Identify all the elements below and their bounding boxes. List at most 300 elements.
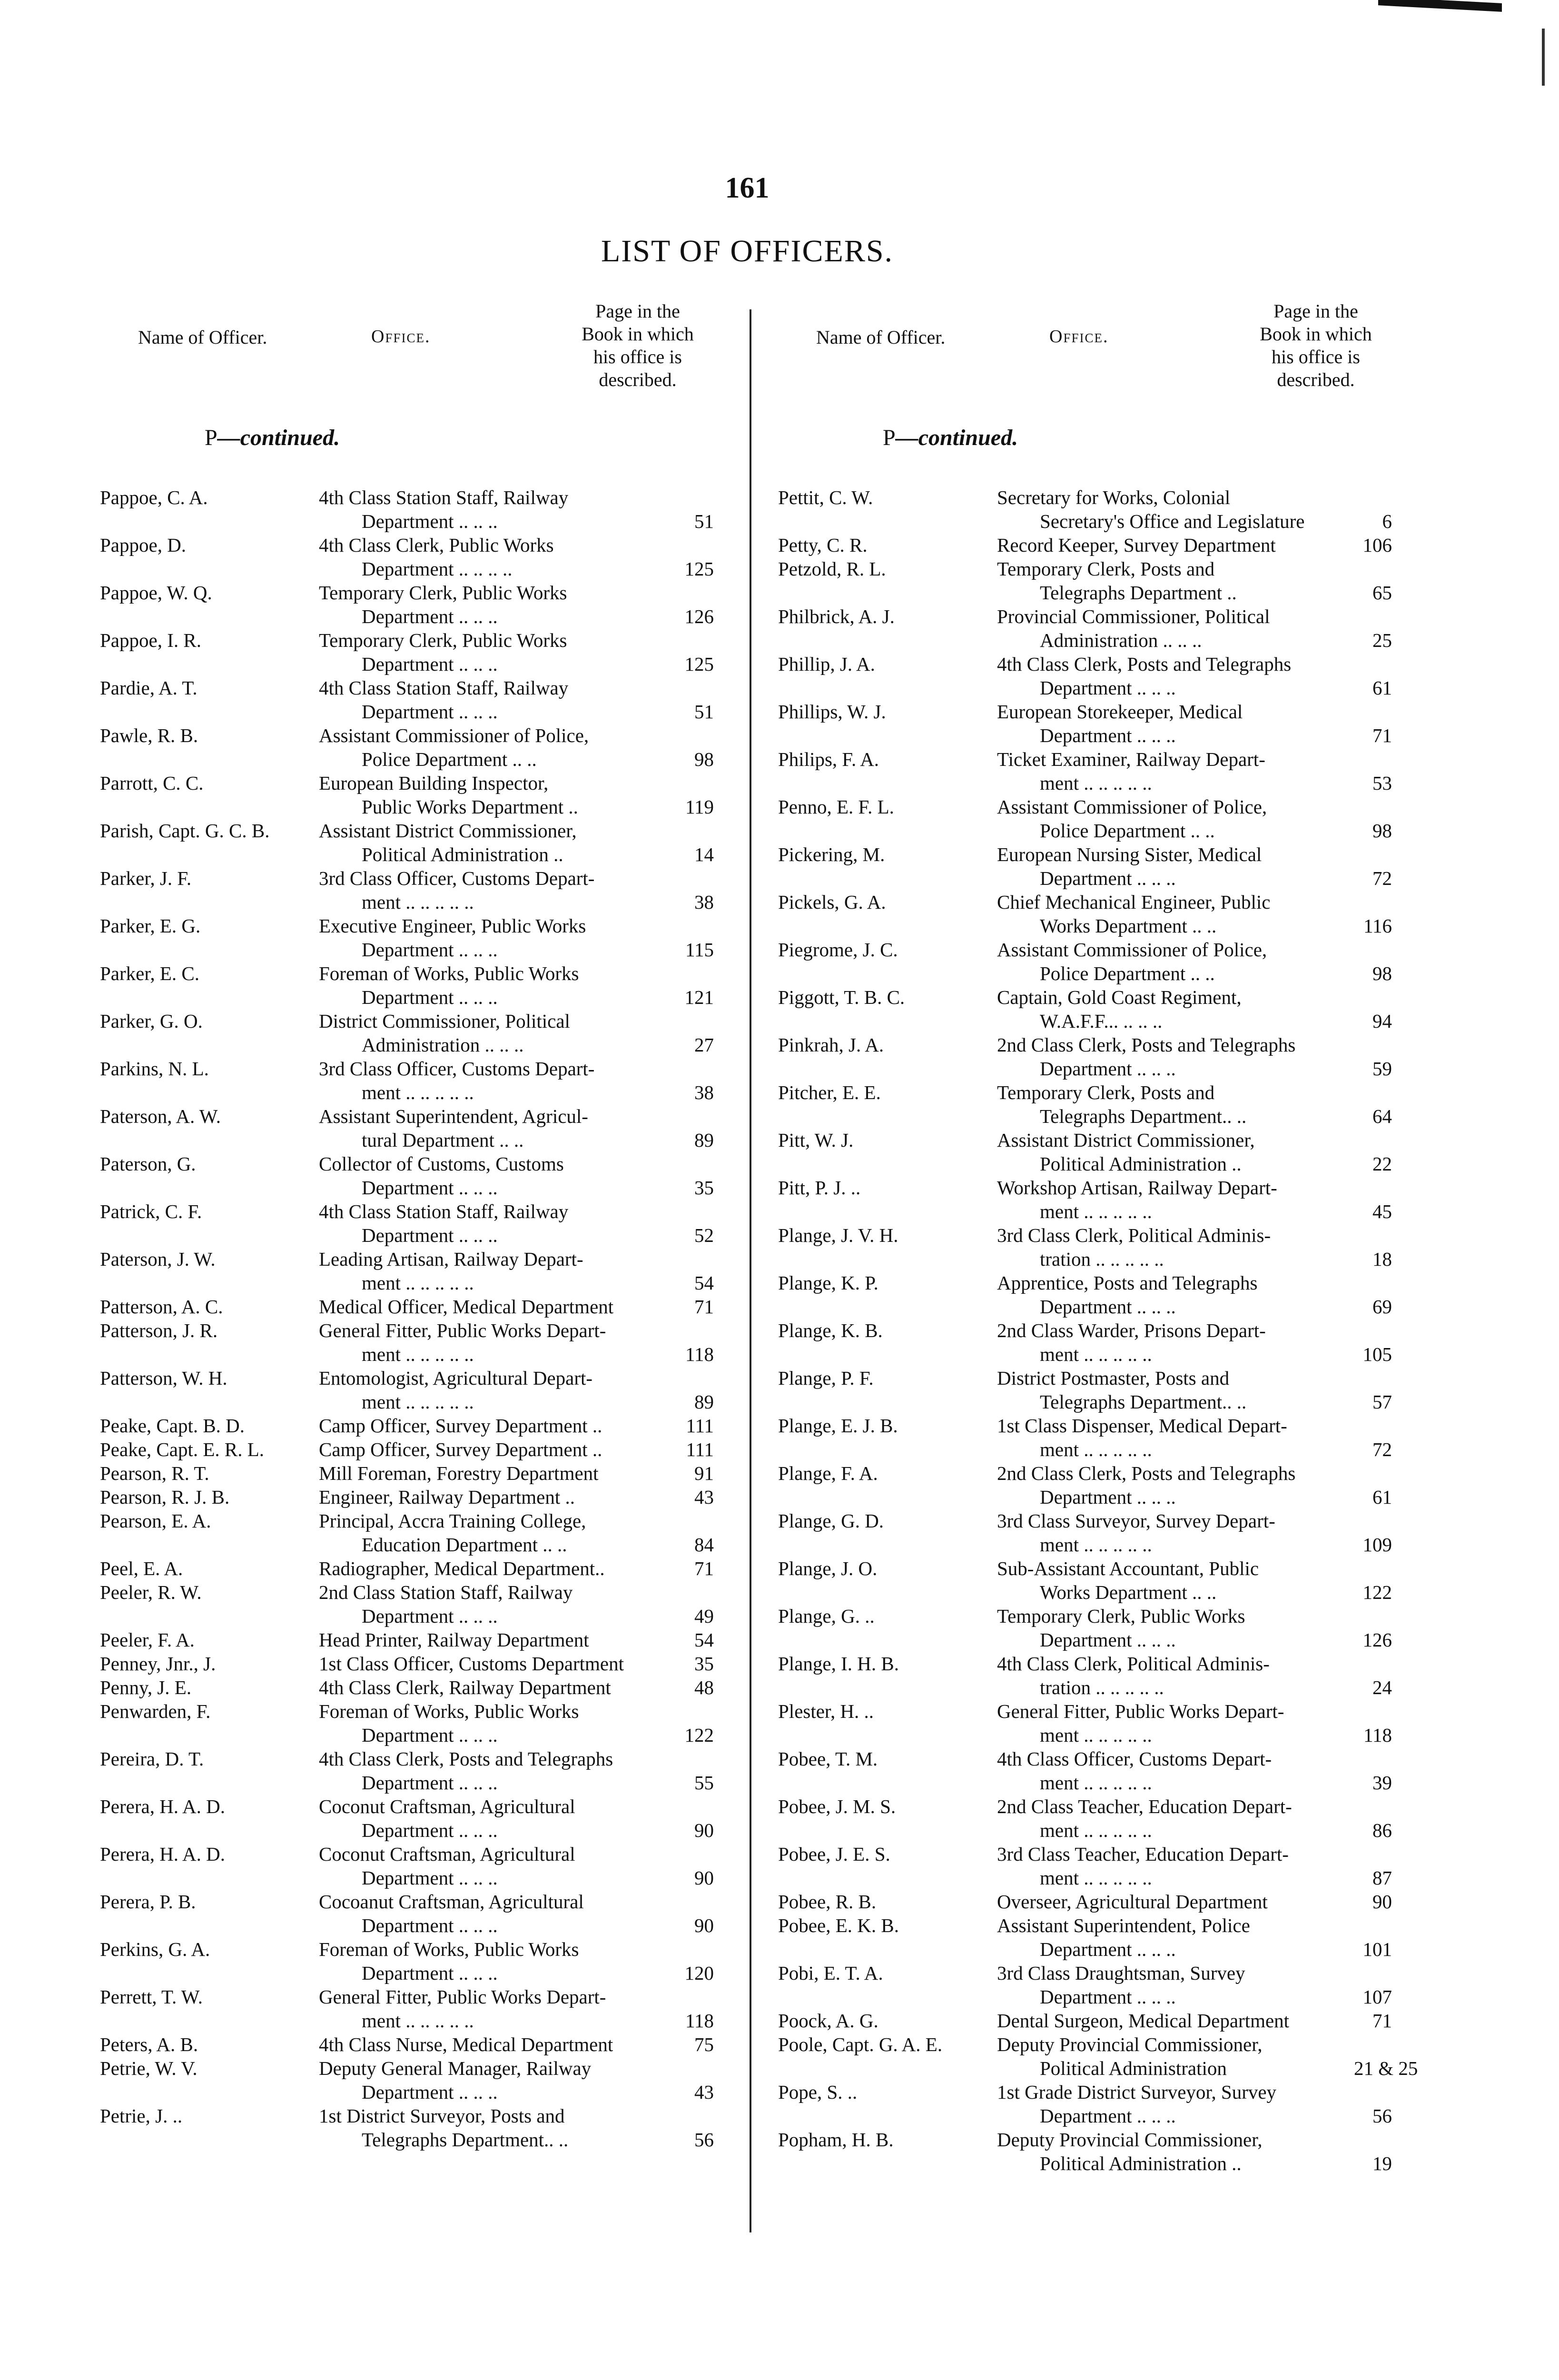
officer-entry (778, 1890, 1401, 1914)
officer-entry (100, 1890, 723, 1937)
page-title: LIST OF OFFICERS. (601, 234, 894, 268)
office-line: Medical Officer, Medical Department (319, 1296, 614, 1318)
officer-entry (100, 628, 723, 676)
officer-name: Perkins, G. A. (100, 1938, 210, 1960)
officer-office (319, 1985, 671, 2033)
officer-name: Pobee, E. K. B. (778, 1914, 899, 1936)
office-line: ment .. .. .. .. .. (362, 1391, 474, 1413)
office-line: Head Printer, Railway Department (319, 1629, 589, 1651)
officer-name: Popham, H. B. (778, 2129, 894, 2151)
page-reference: 54 (694, 1272, 714, 1294)
section-suffix: —continued. (217, 425, 340, 450)
officer-entry (778, 843, 1401, 890)
office-line: Department .. .. .. .. (362, 558, 513, 580)
officer-entry (778, 890, 1401, 938)
office-line: Telegraphs Department .. (1040, 582, 1237, 604)
office-line: Cocoanut Craftsman, Agricultural (319, 1891, 584, 1913)
officer-entry (100, 1438, 723, 1461)
office-line: General Fitter, Public Works Depart- (319, 1986, 606, 2008)
officer-name: Pardie, A. T. (100, 677, 197, 699)
office-line: 4th Class Officer, Customs Depart- (997, 1748, 1272, 1770)
officer-name: Poole, Capt. G. A. E. (778, 2033, 943, 2055)
officer-office (319, 962, 671, 1009)
officer-entry (100, 866, 723, 914)
officer-entry (100, 2056, 723, 2104)
officer-name: Peel, E. A. (100, 1557, 183, 1579)
officer-office (997, 2009, 1349, 2033)
officer-name: Pettit, C. W. (778, 486, 873, 508)
officer-entry (100, 1200, 723, 1247)
header-page (1230, 300, 1401, 391)
office-line: 1st Class Dispenser, Medical Depart- (997, 1415, 1287, 1437)
officer-entry (100, 1152, 723, 1200)
officer-name: Pobee, T. M. (778, 1748, 878, 1770)
office-line: ment .. .. .. .. .. (1040, 1343, 1152, 1365)
page-reference: 59 (1372, 1058, 1392, 1080)
office-line: 3rd Class Officer, Customs Depart- (319, 867, 595, 889)
office-line: Secretary for Works, Colonial (997, 486, 1231, 508)
office-line: European Storekeeper, Medical (997, 701, 1243, 723)
office-line: Department .. .. .. (362, 939, 498, 961)
column-header (778, 300, 1401, 419)
office-line: 2nd Class Clerk, Posts and Telegraphs (997, 1462, 1296, 1484)
office-line: Political Administration (1040, 2057, 1227, 2079)
officer-name: Paterson, J. W. (100, 1248, 216, 1270)
officer-office (319, 1247, 671, 1295)
officer-office (997, 1842, 1349, 1890)
office-line: Department .. .. .. (362, 1867, 498, 1889)
officer-entry (778, 1461, 1401, 1509)
page-reference: 118 (685, 2010, 714, 2032)
officer-entry (100, 914, 723, 962)
page-reference: 98 (1372, 962, 1392, 984)
officer-name: Parker, E. C. (100, 962, 200, 984)
office-line: 4th Class Station Staff, Railway (319, 1200, 569, 1222)
officer-entry (778, 1914, 1401, 1961)
office-line: Camp Officer, Survey Department .. (319, 1438, 602, 1460)
officer-office (997, 1271, 1349, 1319)
officer-office (319, 1057, 671, 1104)
office-line: Administration .. .. .. (362, 1034, 524, 1056)
page-reference: 49 (694, 1605, 714, 1627)
office-line: Department .. .. .. (362, 1605, 498, 1627)
office-line: Entomologist, Agricultural Depart- (319, 1367, 593, 1389)
officer-name: Plange, G. .. (778, 1605, 875, 1627)
office-line: Camp Officer, Survey Department .. (319, 1415, 602, 1437)
page-reference: 87 (1372, 1867, 1392, 1889)
page-reference: 105 (1362, 1343, 1392, 1365)
officer-name: Plange, I. H. B. (778, 1653, 899, 1675)
office-line: Temporary Clerk, Posts and (997, 558, 1215, 580)
officer-office (319, 486, 671, 533)
officer-office (997, 795, 1349, 843)
officer-entry (100, 2033, 723, 2056)
office-line: ment .. .. .. .. .. (1040, 1772, 1152, 1794)
officer-name: Pitcher, E. E. (778, 1081, 881, 1103)
officer-name: Plange, E. J. B. (778, 1415, 898, 1437)
officer-office (997, 557, 1349, 605)
page-reference: 48 (694, 1676, 714, 1698)
officer-entry (100, 1652, 723, 1676)
page-reference: 21 & 25 (1354, 2057, 1418, 2079)
page-reference: 90 (694, 1867, 714, 1889)
officer-office (997, 843, 1349, 890)
officer-entry (778, 557, 1401, 605)
officer-name: Plange, J. V. H. (778, 1224, 898, 1246)
officer-office (319, 1509, 671, 1557)
office-line: Apprentice, Posts and Telegraphs (997, 1272, 1258, 1294)
officer-name: Plange, F. A. (778, 1462, 878, 1484)
officer-entry (100, 1461, 723, 1485)
officer-office (319, 2033, 671, 2056)
office-line: Telegraphs Department.. .. (362, 2129, 569, 2151)
office-line: ment .. .. .. .. .. (1040, 1867, 1152, 1889)
office-line: Education Department .. .. (362, 1534, 567, 1556)
page-reference: 71 (1372, 724, 1392, 746)
page-reference: 72 (1372, 1438, 1392, 1460)
page-reference: 126 (684, 605, 714, 627)
officer-entry (100, 581, 723, 628)
office-line: Department .. .. .. (362, 1819, 498, 1841)
page-reference: 106 (1362, 534, 1392, 556)
officer-office (997, 1176, 1349, 1223)
officer-office (319, 1842, 671, 1890)
office-line: Department .. .. .. (362, 1724, 498, 1746)
office-line: 3rd Class Surveyor, Survey Depart- (997, 1510, 1275, 1532)
page-reference: 89 (694, 1129, 714, 1151)
header-page-line: Page in the (595, 300, 680, 322)
officer-name: Pitt, P. J. .. (778, 1177, 861, 1199)
officer-office (997, 2080, 1349, 2128)
officer-name: Pearson, R. J. B. (100, 1486, 230, 1508)
officer-name: Pawle, R. B. (100, 724, 198, 746)
officer-entry (778, 1961, 1401, 2009)
officer-name: Penwarden, F. (100, 1700, 211, 1722)
page-reference: 91 (694, 1462, 714, 1484)
officer-entry (778, 795, 1401, 843)
page-reference: 43 (694, 1486, 714, 1508)
office-line: tration .. .. .. .. .. (1040, 1248, 1164, 1270)
officer-office (997, 1033, 1349, 1081)
officer-name: Petrie, W. V. (100, 2057, 197, 2079)
office-line: Temporary Clerk, Public Works (319, 629, 567, 651)
officer-name: Pobee, J. M. S. (778, 1795, 896, 1817)
office-line: Temporary Clerk, Public Works (997, 1605, 1245, 1627)
officer-office (319, 1676, 671, 1699)
office-line: Overseer, Agricultural Department (997, 1891, 1268, 1913)
officer-entry (778, 652, 1401, 700)
officer-office (997, 1961, 1349, 2009)
page-reference: 24 (1372, 1676, 1392, 1698)
officer-entry (778, 1081, 1401, 1128)
header-page-line: his office is (1272, 346, 1360, 367)
officer-office (319, 1937, 671, 1985)
page-reference: 89 (694, 1391, 714, 1413)
page-reference: 98 (694, 748, 714, 770)
office-line: Ticket Examiner, Railway Depart- (997, 748, 1265, 770)
officer-name: Pobi, E. T. A. (778, 1962, 883, 1984)
office-line: Temporary Clerk, Public Works (319, 582, 567, 604)
header-name: Name of Officer. (816, 327, 946, 348)
page-reference: 111 (686, 1415, 714, 1437)
officer-entry (100, 1842, 723, 1890)
office-line: Political Administration .. (362, 843, 563, 865)
office-line: District Commissioner, Political (319, 1010, 570, 1032)
officer-office (997, 985, 1349, 1033)
officer-entry (778, 2033, 1418, 2080)
officer-name: Plange, K. P. (778, 1272, 878, 1294)
page-reference: 6 (1382, 510, 1392, 532)
page-reference: 84 (694, 1534, 714, 1556)
office-line: Assistant District Commissioner, (997, 1129, 1255, 1151)
officer-name: Parkins, N. L. (100, 1058, 209, 1080)
page-reference: 53 (1372, 772, 1392, 794)
office-line: 4th Class Nurse, Medical Department (319, 2033, 613, 2055)
officer-entry (100, 1747, 723, 1795)
office-line: Police Department .. .. (362, 748, 537, 770)
officer-office (997, 1366, 1349, 1414)
officer-office (997, 890, 1349, 938)
officer-name: Patterson, A. C. (100, 1296, 223, 1318)
page-reference: 71 (694, 1557, 714, 1579)
officer-entry (778, 2009, 1401, 2033)
officer-office (319, 676, 671, 724)
office-line: 3rd Class Officer, Customs Depart- (319, 1058, 595, 1080)
officer-entry (778, 1699, 1401, 1747)
officer-name: Philips, F. A. (778, 748, 879, 770)
office-line: Leading Artisan, Railway Depart- (319, 1248, 583, 1270)
page-reference: 69 (1372, 1296, 1392, 1318)
office-line: Assistant Commissioner of Police, (319, 724, 589, 746)
officer-office (997, 1319, 1349, 1366)
officer-entry (100, 724, 723, 771)
officer-office (319, 1890, 671, 1937)
office-line: Department .. .. .. (362, 605, 498, 627)
officer-name: Peeler, R. W. (100, 1581, 202, 1603)
officer-entry (778, 1842, 1401, 1890)
page-reference: 51 (694, 510, 714, 532)
officer-name: Pitt, W. J. (778, 1129, 854, 1151)
officer-office (997, 1890, 1349, 1914)
office-line: ment .. .. .. .. .. (1040, 1200, 1152, 1222)
office-line: Radiographer, Medical Department.. (319, 1557, 605, 1579)
officer-name: Peeler, F. A. (100, 1629, 195, 1651)
officer-office (319, 1319, 671, 1366)
officer-office (319, 1699, 671, 1747)
officer-office (997, 1604, 1349, 1652)
officer-entry (778, 1795, 1401, 1842)
office-line: 1st Class Officer, Customs Department (319, 1653, 624, 1675)
officer-name: Pope, S. .. (778, 2081, 858, 2103)
officer-name: Perera, H. A. D. (100, 1843, 226, 1865)
officer-entry (778, 700, 1401, 747)
officer-office (319, 1747, 671, 1795)
office-line: Assistant Superintendent, Agricul- (319, 1105, 588, 1127)
office-line: Political Administration .. (1040, 2152, 1242, 2174)
office-line: ment .. .. .. .. .. (362, 1081, 474, 1103)
office-line: Department .. .. .. (362, 701, 498, 723)
officer-office (319, 1580, 671, 1628)
officer-entry (100, 533, 723, 581)
page-reference: 35 (694, 1653, 714, 1675)
officer-name: Petrie, J. .. (100, 2105, 183, 2127)
column-divider (750, 309, 751, 2232)
officer-office (997, 486, 1349, 533)
page-reference: 61 (1372, 1486, 1392, 1508)
page-reference: 122 (1362, 1581, 1392, 1603)
office-line: Deputy Provincial Commissioner, (997, 2033, 1263, 2055)
officer-name: Poock, A. G. (778, 2010, 878, 2032)
office-line: Department .. .. .. (362, 1914, 498, 1936)
left-column (100, 300, 723, 2152)
office-line: Department .. .. .. (1040, 867, 1176, 889)
officer-entry (100, 1057, 723, 1104)
officer-entry (778, 1747, 1401, 1795)
header-office: Office. (371, 327, 431, 347)
officer-name: Pearson, R. T. (100, 1462, 209, 1484)
office-line: 1st District Surveyor, Posts and (319, 2105, 565, 2127)
header-page-line: described. (599, 369, 677, 390)
office-line: ment .. .. .. .. .. (362, 1343, 474, 1365)
officer-office (997, 1914, 1349, 1961)
officer-entry (778, 1319, 1401, 1366)
section-label (100, 419, 723, 486)
officer-entry (778, 1176, 1401, 1223)
office-line: Assistant Commissioner of Police, (997, 796, 1267, 818)
officer-name: Pappoe, I. R. (100, 629, 201, 651)
right-column (778, 300, 1418, 2175)
officer-name: Perera, H. A. D. (100, 1795, 226, 1817)
officer-name: Pobee, R. B. (778, 1891, 877, 1913)
officer-name: Plange, J. O. (778, 1557, 878, 1579)
officer-name: Parrott, C. C. (100, 772, 204, 794)
office-line: Department .. .. .. (362, 1962, 498, 1984)
office-line: Administration .. .. .. (1040, 629, 1202, 651)
office-line: Provincial Commissioner, Political (997, 605, 1270, 627)
officer-entry (100, 1295, 723, 1319)
officer-name: Paterson, A. W. (100, 1105, 221, 1127)
office-line: Department .. .. .. (1040, 1629, 1176, 1651)
entries-list (778, 486, 1418, 2175)
officer-office (997, 2033, 1349, 2080)
office-line: Foreman of Works, Public Works (319, 962, 579, 984)
header-page-line: his office is (593, 346, 682, 367)
office-line: Deputy General Manager, Railway (319, 2057, 592, 2079)
page-reference: 22 (1372, 1153, 1392, 1175)
header-page-line: Book in which (1260, 323, 1372, 345)
page-reference: 56 (1372, 2105, 1392, 2127)
office-line: 3rd Class Clerk, Political Adminis- (997, 1224, 1271, 1246)
column-header (100, 300, 723, 419)
officer-entry (100, 1104, 723, 1152)
officer-entry (100, 1580, 723, 1628)
officer-office (319, 1200, 671, 1247)
office-line: Workshop Artisan, Railway Depart- (997, 1177, 1277, 1199)
scan-edge-mark (1378, 0, 1502, 12)
office-line: Principal, Accra Training College, (319, 1510, 586, 1532)
page-reference: 122 (684, 1724, 714, 1746)
office-line: General Fitter, Public Works Depart- (319, 1319, 606, 1341)
office-line: 4th Class Clerk, Political Adminis- (997, 1653, 1270, 1675)
office-line: Foreman of Works, Public Works (319, 1700, 579, 1722)
officer-office (997, 605, 1349, 652)
officer-office (997, 938, 1349, 985)
office-line: ment .. .. .. .. .. (362, 2010, 474, 2032)
officer-office (319, 1485, 671, 1509)
office-line: ment .. .. .. .. .. (1040, 1534, 1152, 1556)
officer-entry (100, 1985, 723, 2033)
officer-office (319, 1628, 671, 1652)
officer-office (319, 1152, 671, 1200)
office-line: Department .. .. .. (362, 1224, 498, 1246)
office-line: Coconut Craftsman, Agricultural (319, 1843, 575, 1865)
officer-name: Patterson, J. R. (100, 1319, 218, 1341)
office-line: tural Department .. .. (362, 1129, 524, 1151)
officer-entry (778, 1414, 1401, 1461)
page-reference: 18 (1372, 1248, 1392, 1270)
office-line: Department .. .. .. (362, 1177, 498, 1199)
officer-name: Pappoe, W. Q. (100, 582, 212, 604)
page-reference: 71 (1372, 2010, 1392, 2032)
office-line: Assistant District Commissioner, (319, 820, 577, 842)
officer-name: Plester, H. .. (778, 1700, 874, 1722)
officer-entry (778, 1033, 1401, 1081)
page-reference: 120 (684, 1962, 714, 1984)
office-line: Engineer, Railway Department .. (319, 1486, 575, 1508)
office-line: 4th Class Clerk, Public Works (319, 534, 554, 556)
officer-office (997, 1747, 1349, 1795)
office-line: ment .. .. .. .. .. (1040, 1438, 1152, 1460)
officer-name: Pereira, D. T. (100, 1748, 204, 1770)
officer-office (319, 1461, 671, 1485)
officer-office (319, 1009, 671, 1057)
officer-name: Piggott, T. B. C. (778, 986, 905, 1008)
officer-office (319, 1295, 671, 1319)
office-line: Assistant Commissioner of Police, (997, 939, 1267, 961)
page-reference: 121 (684, 986, 714, 1008)
office-line: 2nd Class Warder, Prisons Depart- (997, 1319, 1266, 1341)
page-reference: 51 (694, 701, 714, 723)
office-line: Department .. .. .. (362, 653, 498, 675)
office-line: Department .. .. .. (1040, 2105, 1176, 2127)
page-reference: 111 (686, 1438, 714, 1460)
officer-name: Patrick, C. F. (100, 1200, 202, 1222)
office-line: Telegraphs Department.. .. (1040, 1105, 1247, 1127)
office-line: 2nd Class Station Staff, Railway (319, 1581, 573, 1603)
officer-entry (100, 1414, 723, 1438)
page-reference: 57 (1372, 1391, 1392, 1413)
page-reference: 126 (1362, 1629, 1392, 1651)
office-line: tration .. .. .. .. .. (1040, 1676, 1164, 1698)
page-reference: 39 (1372, 1772, 1392, 1794)
officer-entry (778, 1271, 1401, 1319)
officer-office (319, 628, 671, 676)
officer-office (997, 1509, 1349, 1557)
officer-name: Phillip, J. A. (778, 653, 875, 675)
scan-edge-line (1542, 29, 1545, 86)
page-reference: 71 (694, 1296, 714, 1318)
office-line: Assistant Superintendent, Police (997, 1914, 1250, 1936)
officer-entry (100, 1557, 723, 1580)
officer-entry (778, 1652, 1401, 1699)
officer-name: Parker, E. G. (100, 915, 201, 937)
officer-entry (778, 2080, 1401, 2128)
office-line: 3rd Class Teacher, Education Depart- (997, 1843, 1289, 1865)
officer-entry (100, 1699, 723, 1747)
office-line: Department .. .. .. (1040, 1296, 1176, 1318)
officer-name: Petty, C. R. (778, 534, 868, 556)
page-reference: 98 (1372, 820, 1392, 842)
